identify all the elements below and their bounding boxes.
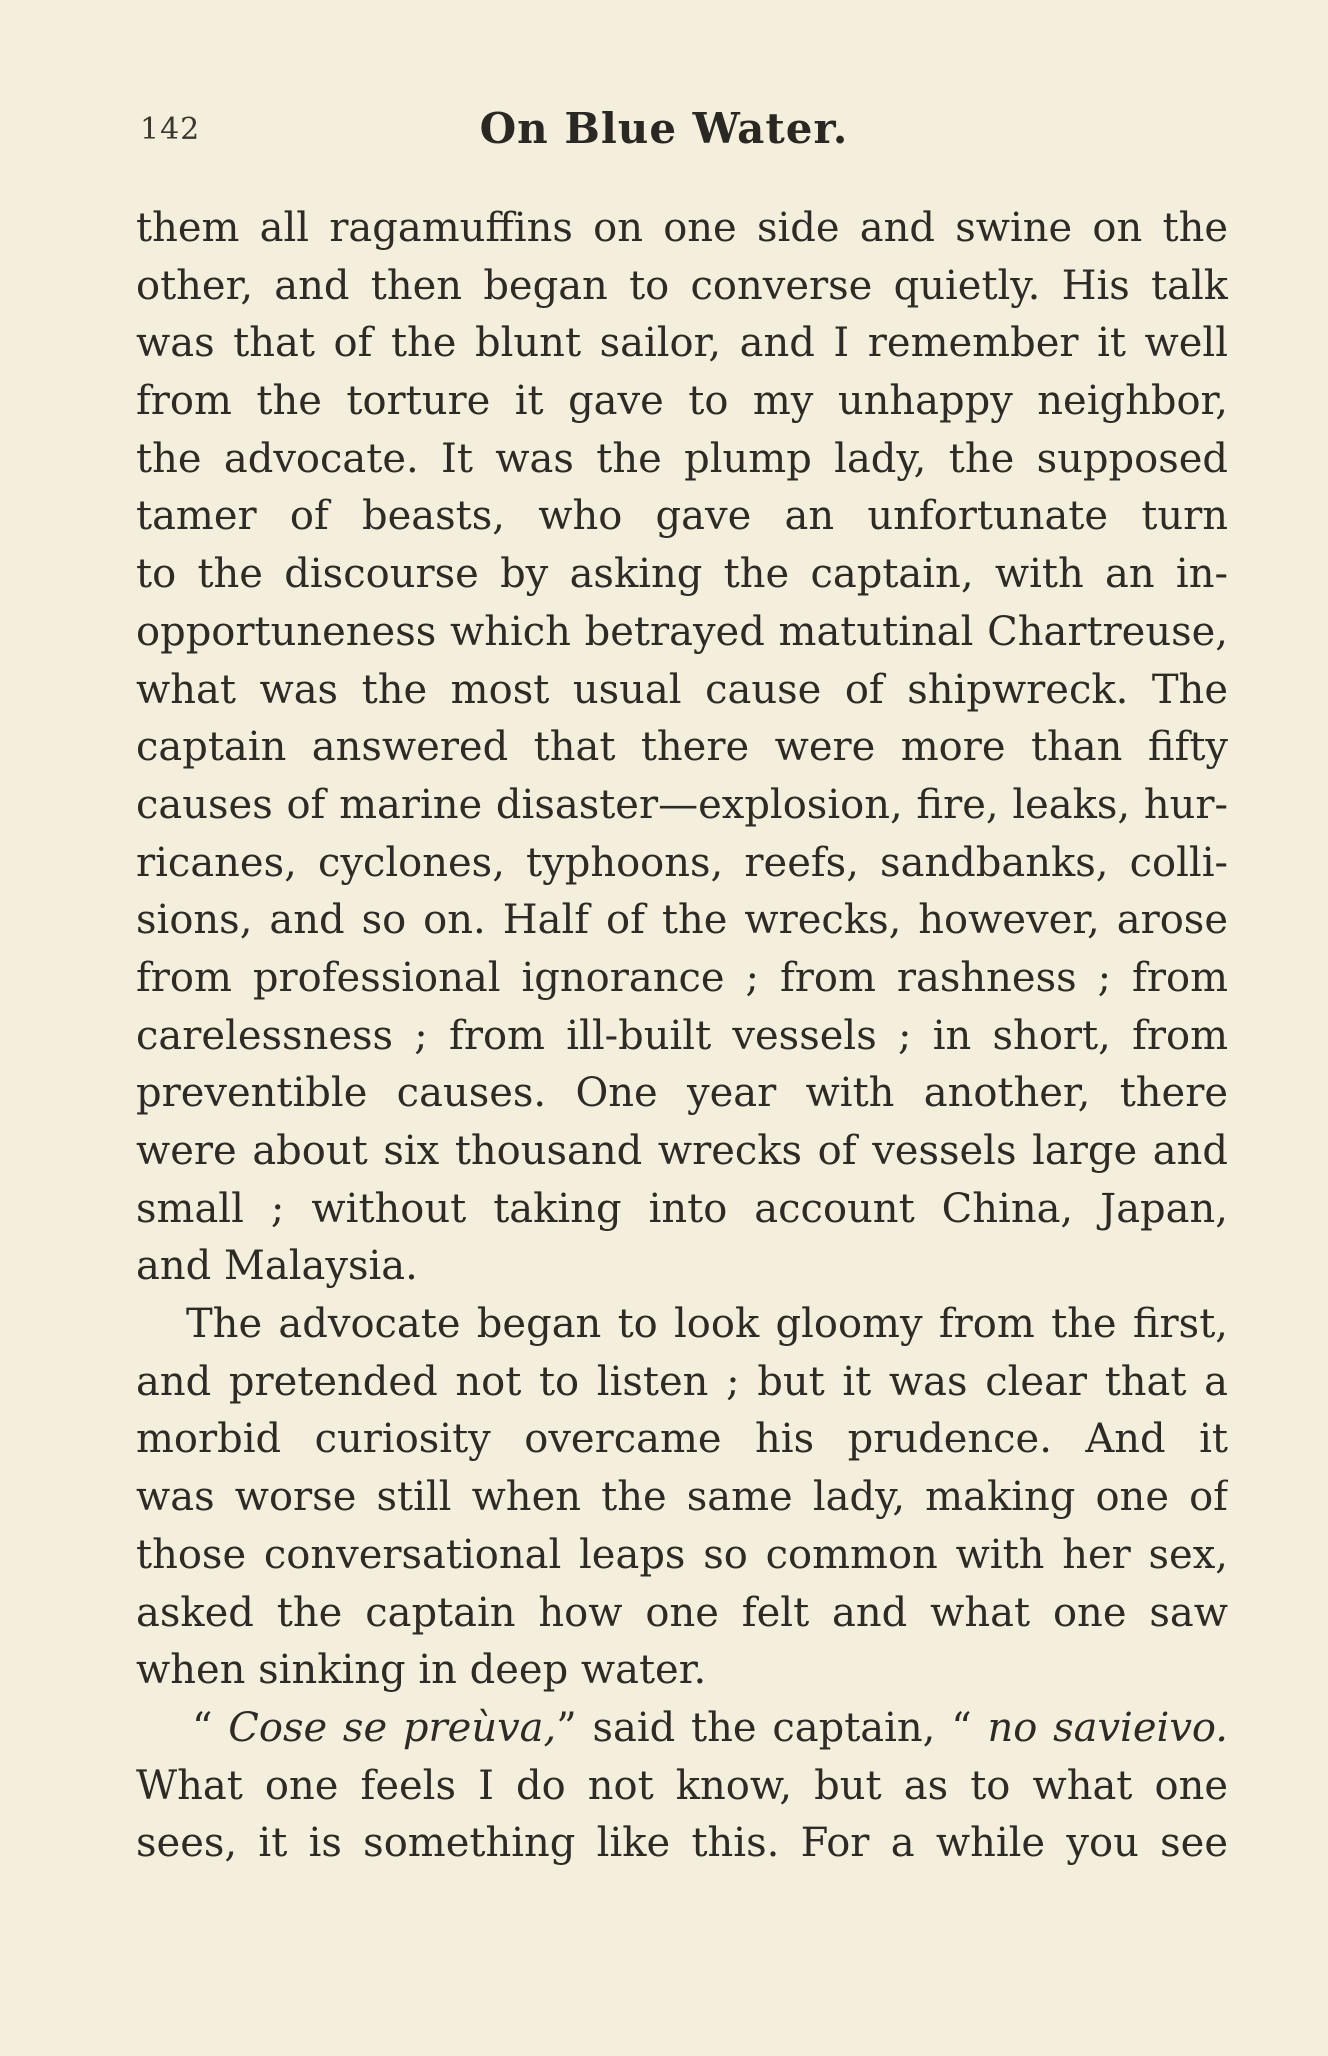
italic-phrase: no savieivo. [987,1704,1228,1751]
running-title: On Blue Water. [479,104,849,153]
text-line: sions, and so on. Half of the wrecks, however, arose [136,897,1228,944]
body-text [136,200,1228,1873]
open-quote: “ [192,1704,213,1751]
paragraph-end-line: and Malaysia. [136,1243,418,1290]
page-number: 142 [140,112,201,147]
text-line: asked the captain how one felt and what one saw [136,1589,1228,1636]
text-line: What one feels I do not know, but as to what one [136,1762,1228,1809]
text-line: captain answered that there were more than fifty [136,724,1228,771]
text-line: and pretended not to listen ; but it was clear that a [136,1358,1228,1405]
text-line: ricanes, cyclones, typhoons, reefs, sandbanks, colli- [136,839,1228,886]
paragraph-start-line: The advocate began to look gloomy from the first, [186,1301,1228,1348]
text-line: other, and then began to converse quietly. His talk [136,262,1228,309]
paragraph-end-line: when sinking in deep water. [136,1647,707,1694]
text-line: carelessness ; from ill-built vessels ; in short, from [136,1012,1228,1059]
quote-line [136,1700,1228,1758]
text-line: morbid curiosity overcame his prudence. And it [136,1416,1228,1463]
text-line: the advocate. It was the plump lady, the supposed [136,435,1228,482]
italic-phrase: Cose se preùva, [228,1704,557,1751]
text-line: opportuneness which betrayed matutinal Chartreuse, [136,608,1228,655]
text-line: them all ragamuffins on one side and swine on the [136,205,1228,251]
text-line: were about six thousand wrecks of vessels large and [136,1128,1228,1174]
text-line: those conversational leaps so common with her sex, [136,1531,1228,1578]
text-line: tamer of beasts, who gave an unfortunate turn [136,493,1228,540]
text-line: what was the most usual cause of shipwreck. The [136,666,1228,713]
text-line: small ; without taking into account China, Japan, [136,1185,1228,1232]
text-line: from the torture it gave to my unhappy neighbor, [136,378,1228,425]
text-line: sees, it is something like this. For a while you see [136,1820,1228,1867]
text-line: preventible causes. One year with another, there [136,1070,1228,1117]
text-line: causes of marine disaster—explosion, fire, leaks, hur- [136,781,1228,828]
quote-mid-text: ” said the captain, “ [556,1704,972,1751]
text-line: was that of the blunt sailor, and I remember it well [136,320,1228,367]
text-line: was worse still when the same lady, making one of [136,1474,1228,1521]
text-line: to the discourse by asking the captain, with an in- [136,551,1228,598]
text-line: from professional ignorance ; from rashness ; from [136,954,1228,1001]
